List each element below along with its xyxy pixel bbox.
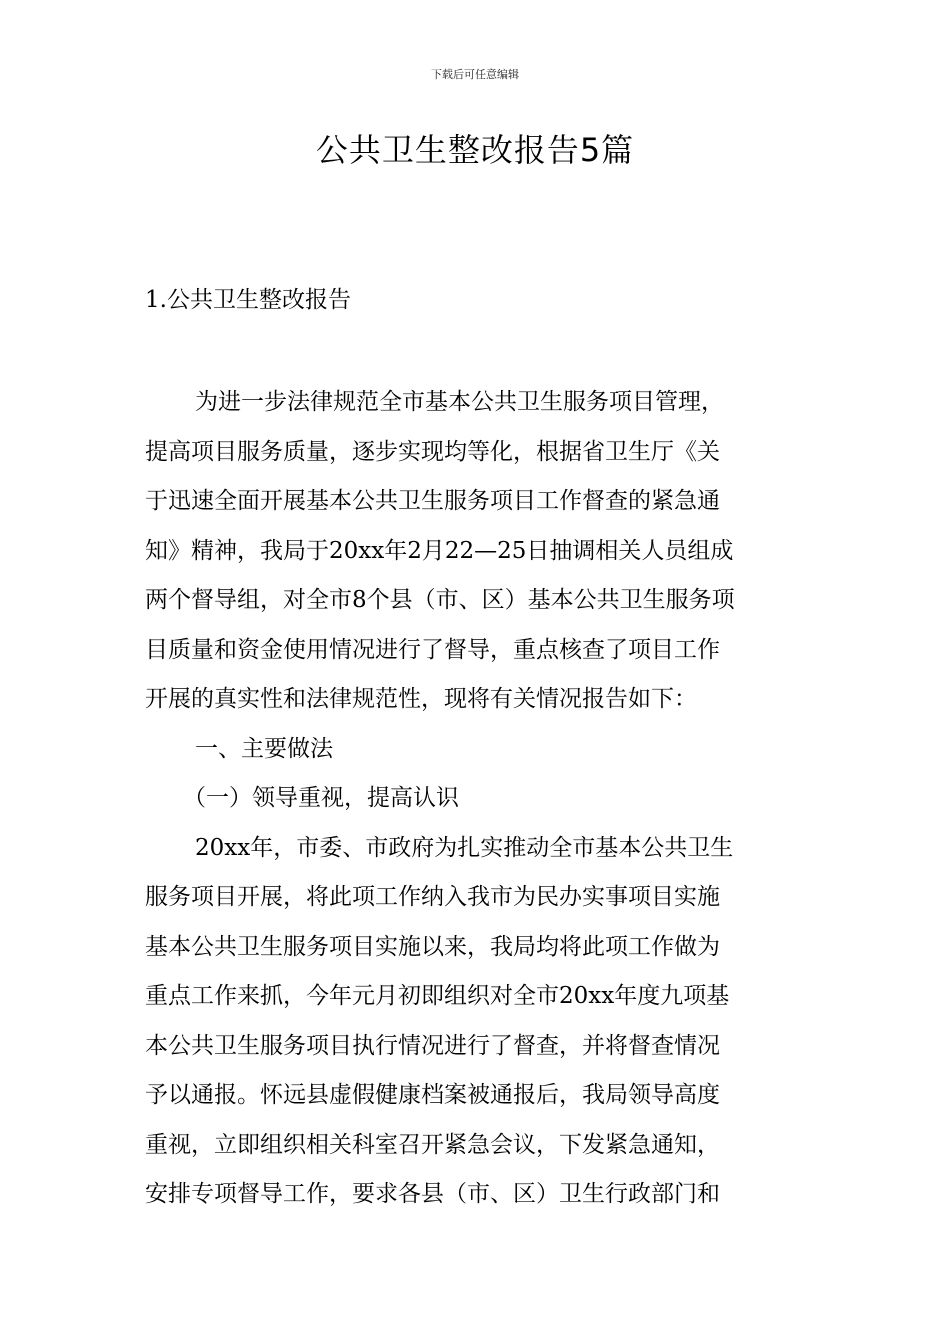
body-line: 予以通报。怀远县虚假健康档案被通报后，我局领导高度 [145,1082,720,1108]
section-heading: 1.公共卫生整改报告 [145,287,351,313]
body-line: 目质量和资金使用情况进行了督导，重点核查了项目工作 [145,636,720,663]
body-line: 知》精神，我局于20xx年2月22—25日抽调相关人员组成 [145,537,734,564]
body-line: 安排专项督导工作，要求各县（市、区）卫生行政部门和 [145,1181,720,1207]
body-line: 重视，立即组织相关科室召开紧急会议，下发紧急通知， [145,1131,720,1158]
body-line: 于迅速全面开展基本公共卫生服务项目工作督查的紧急通 [145,488,720,514]
document-title: 公共卫生整改报告5篇 [315,131,635,169]
body-line: 20xx年，市委、市政府为扎实推动全市基本公共卫生 [195,834,734,861]
body-text [145,378,815,1220]
body-line: 为进一步法律规范全市基本公共卫生服务项目管理， [195,389,724,415]
body-line: （一）领导重视，提高认识 [183,785,459,811]
body-line: 两个督导组，对全市8个县（市、区）基本公共卫生服务项 [145,587,735,613]
body-line: 开展的真实性和法律规范性，现将有关情况报告如下： [145,686,697,712]
body-line: 基本公共卫生服务项目实施以来，我局均将此项工作做为 [145,933,720,960]
body-line: 重点工作来抓，今年元月初即组织对全市20xx年度九项基 [145,983,730,1009]
body-line: 服务项目开展，将此项工作纳入我市为民办实事项目实施 [145,884,720,910]
body-line: 提高项目服务质量，逐步实现均等化，根据省卫生厅《关 [145,438,720,465]
body-line: 一、主要做法 [195,735,333,762]
header-note: 下载后可任意编辑 [431,68,519,81]
body-line: 本公共卫生服务项目执行情况进行了督查，并将督查情况 [145,1032,720,1059]
